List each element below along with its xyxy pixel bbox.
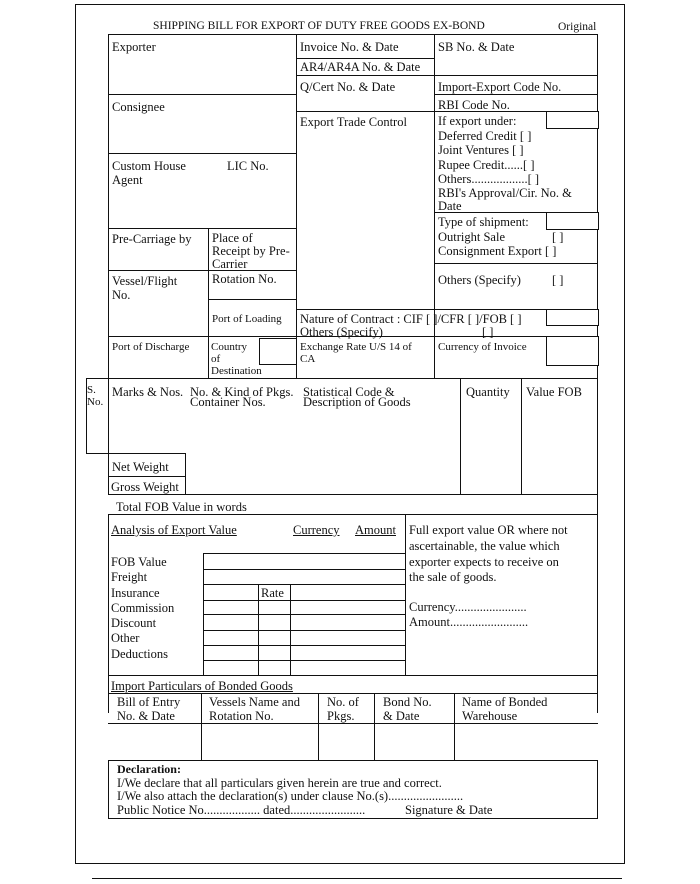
- qcert-no-date-label: Q/Cert No. & Date: [300, 80, 396, 94]
- type-shipment-box[interactable]: [546, 212, 599, 230]
- value-fob-label: Value FOB: [526, 385, 582, 399]
- declaration-bottom: [108, 818, 598, 819]
- analysis-divider: [405, 514, 406, 675]
- analysis-title: Analysis of Export Value: [111, 523, 237, 537]
- bonded-bottom: [108, 760, 598, 761]
- amount-field[interactable]: Amount.........................: [409, 615, 529, 629]
- country-box-left: [259, 338, 260, 364]
- sno-label-2: No.: [87, 396, 104, 408]
- rotation-bottom: [208, 299, 296, 300]
- vessels-name-label-2: Rotation No.: [209, 709, 274, 723]
- port-of-loading-label: Port of Loading: [212, 313, 282, 325]
- bonded-col-1: [201, 693, 202, 760]
- declaration-title: Declaration:: [117, 762, 181, 776]
- cha-bottom: [108, 228, 296, 229]
- total-fob-words-label: Total FOB Value in words: [116, 500, 247, 514]
- description-goods-label: Description of Goods: [303, 395, 411, 409]
- consignment-bottom: [434, 263, 598, 264]
- precarriage-bottom: [108, 270, 296, 271]
- quantity-label: Quantity: [466, 385, 510, 399]
- analysis-row-4: [203, 600, 405, 601]
- form-title: SHIPPING BILL FOR EXPORT OF DUTY FREE GOODS EX-BOND: [153, 20, 485, 32]
- cha-label: Custom House: [112, 159, 186, 173]
- consignment-export-option[interactable]: Consignment Export [ ]: [438, 244, 557, 258]
- invoice-bottom: [296, 58, 434, 59]
- discount-label: Discount: [111, 616, 157, 630]
- declaration-right: [597, 760, 598, 818]
- sb-no-date-label: SB No. & Date: [438, 40, 515, 54]
- signature-date-label: Signature & Date: [405, 803, 493, 817]
- cha-label-2: Agent: [112, 173, 143, 187]
- bonded-col-3: [374, 693, 375, 760]
- header-left-line: [108, 34, 109, 378]
- total-fob-bottom: [108, 514, 598, 515]
- no-of-pkgs-label: No. of: [327, 695, 359, 709]
- declaration-line-1: I/We declare that all particulars given herein are true and correct.: [117, 776, 442, 790]
- copy-label: Original: [558, 21, 597, 33]
- nature-others-label: Others (Specify): [300, 325, 383, 339]
- bottom-rule: [92, 878, 622, 879]
- declaration-line-2: I/We also attach the declaration(s) under clause No.(s)........................: [117, 789, 464, 803]
- place-of-receipt-label-1: Place of: [212, 231, 253, 245]
- net-weight-top: [108, 453, 185, 454]
- others-specify-option[interactable]: Others (Specify): [438, 273, 521, 287]
- no-of-pkgs-label-2: Pkgs.: [327, 709, 355, 723]
- others-specify-checkbox[interactable]: [ ]: [552, 273, 564, 287]
- analysis-row-6: [203, 630, 405, 631]
- export-trade-control-label: Export Trade Control: [300, 115, 407, 129]
- consignee-label: Consignee: [112, 100, 165, 114]
- country-destination-label-1: Country: [211, 341, 248, 353]
- analysis-row-7: [203, 645, 405, 646]
- currency-field[interactable]: Currency.......................: [409, 600, 527, 614]
- freight-label: Freight: [111, 570, 148, 584]
- full-value-note-1: Full export value OR where not: [409, 523, 568, 537]
- sno-label: S.: [87, 384, 96, 396]
- analysis-row-3: [203, 584, 405, 585]
- others-option[interactable]: Others..................[ ]: [438, 172, 540, 186]
- deferred-credit-option[interactable]: Deferred Credit [ ]: [438, 129, 532, 143]
- declaration-line-3: Public Notice No.................. dated........................: [117, 803, 366, 817]
- commission-label: Commission: [111, 601, 175, 615]
- analysis-row-8: [203, 660, 405, 661]
- gross-weight-label: Gross Weight: [111, 480, 179, 494]
- col-divider-mid: [208, 228, 209, 378]
- analysis-row-2: [203, 569, 405, 570]
- vessel-flight-label: Vessel/Flight: [112, 274, 178, 288]
- container-nos-label: Container Nos.: [190, 395, 266, 409]
- nature-others-checkbox[interactable]: [ ]: [482, 325, 494, 339]
- header-top-line: [108, 34, 598, 35]
- place-of-receipt-label-3: Carrier: [212, 257, 248, 271]
- port-of-discharge-label: Port of Discharge: [112, 341, 190, 353]
- bonded-title: Import Particulars of Bonded Goods: [111, 679, 293, 693]
- currency-invoice-box[interactable]: [546, 336, 599, 366]
- analysis-bottom: [108, 675, 598, 676]
- col-divider-2: [434, 34, 435, 378]
- joint-ventures-option[interactable]: Joint Ventures [ ]: [438, 143, 524, 157]
- bonded-columns-bottom: [108, 723, 598, 724]
- analysis-currency-header: Currency: [293, 523, 340, 537]
- currency-of-invoice-label: Currency of Invoice: [438, 341, 527, 353]
- iec-no-label: Import-Export Code No.: [438, 80, 562, 94]
- vessels-name-label: Vessels Name and: [209, 695, 300, 709]
- quantity-left: [460, 378, 461, 494]
- form-frame: [75, 4, 625, 864]
- marks-nos-label: Marks & Nos.: [112, 385, 184, 399]
- contract-box[interactable]: [546, 309, 599, 326]
- analysis-amount-header: Amount: [355, 523, 396, 537]
- outright-sale-checkbox[interactable]: [ ]: [552, 230, 564, 244]
- ar4-no-date-label: AR4/AR4A No. & Date: [300, 60, 421, 74]
- pre-carriage-label: Pre-Carriage by: [112, 232, 192, 246]
- net-weight-label: Net Weight: [112, 460, 169, 474]
- lic-no-label: LIC No.: [227, 159, 269, 173]
- outright-sale-option[interactable]: Outright Sale: [438, 230, 506, 244]
- bonded-header-bottom: [108, 693, 598, 694]
- exchange-rate-label-2: CA: [300, 353, 316, 365]
- nature-of-contract-label: Nature of Contract : CIF [ ]/CFR [ ]/FOB [ ]: [300, 312, 522, 326]
- country-box-top: [259, 338, 296, 339]
- export-under-box[interactable]: [546, 111, 599, 129]
- rate-label: Rate: [261, 586, 284, 600]
- exchange-rate-label: Exchange Rate U/S 14 of: [300, 341, 412, 353]
- invoice-no-date-label: Invoice No. & Date: [300, 40, 399, 54]
- warehouse-label: Name of Bonded: [462, 695, 548, 709]
- no-kind-pkgs-label: No. & Kind of Pkgs.: [190, 385, 294, 399]
- iec-bottom: [434, 94, 598, 95]
- col-divider-1: [296, 34, 297, 378]
- value-fob-left: [521, 378, 522, 494]
- rupee-credit-option[interactable]: Rupee Credit......[ ]: [438, 158, 535, 172]
- goods-right: [597, 378, 598, 713]
- bond-no-label: Bond No.: [383, 695, 432, 709]
- weight-box-right: [185, 453, 186, 494]
- statistical-code-label: Statistical Code &: [303, 385, 395, 399]
- type-of-shipment-label: Type of shipment:: [438, 215, 529, 229]
- goods-bottom: [108, 494, 598, 495]
- full-value-note-4: the sale of goods.: [409, 570, 497, 584]
- other-label: Other: [111, 631, 140, 645]
- rbi-code-label: RBI Code No.: [438, 98, 510, 112]
- exporter-bottom: [108, 94, 296, 95]
- warehouse-label-2: Warehouse: [462, 709, 518, 723]
- sno-bottom: [86, 453, 108, 454]
- bonded-col-2: [318, 693, 319, 760]
- vessel-flight-label-2: No.: [112, 288, 131, 302]
- country-destination-label-2: of: [211, 353, 221, 365]
- bill-of-entry-label-2: No. & Date: [117, 709, 175, 723]
- deductions-label: Deductions: [111, 647, 168, 661]
- rbi-approval-date-label: Date: [438, 199, 462, 213]
- gross-weight-top: [108, 476, 185, 477]
- if-export-under-label: If export under:: [438, 114, 517, 128]
- header-right-line: [597, 34, 598, 378]
- rotation-no-label: Rotation No.: [212, 272, 277, 286]
- insurance-label: Insurance: [111, 586, 160, 600]
- fob-value-label: FOB Value: [111, 555, 167, 569]
- country-box-bottom: [259, 364, 296, 365]
- rbi-approval-label: RBI's Approval/Cir. No. &: [438, 186, 572, 200]
- bill-of-entry-label: Bill of Entry: [117, 695, 181, 709]
- country-destination-label-3: Destination: [211, 365, 262, 377]
- full-value-note-3: exporter expects to receive on: [409, 555, 559, 569]
- analysis-left: [108, 514, 109, 713]
- place-of-receipt-label-2: Receipt by Pre-: [212, 244, 290, 258]
- exporter-label: Exporter: [112, 40, 156, 54]
- bonded-col-4: [454, 693, 455, 760]
- analysis-row-1: [203, 553, 405, 554]
- bond-no-label-2: & Date: [383, 709, 420, 723]
- ar4-bottom: [296, 75, 598, 76]
- full-value-note-2: ascertainable, the value which: [409, 539, 560, 553]
- declaration-left: [108, 760, 109, 818]
- consignee-bottom: [108, 153, 296, 154]
- analysis-row-5: [203, 614, 405, 615]
